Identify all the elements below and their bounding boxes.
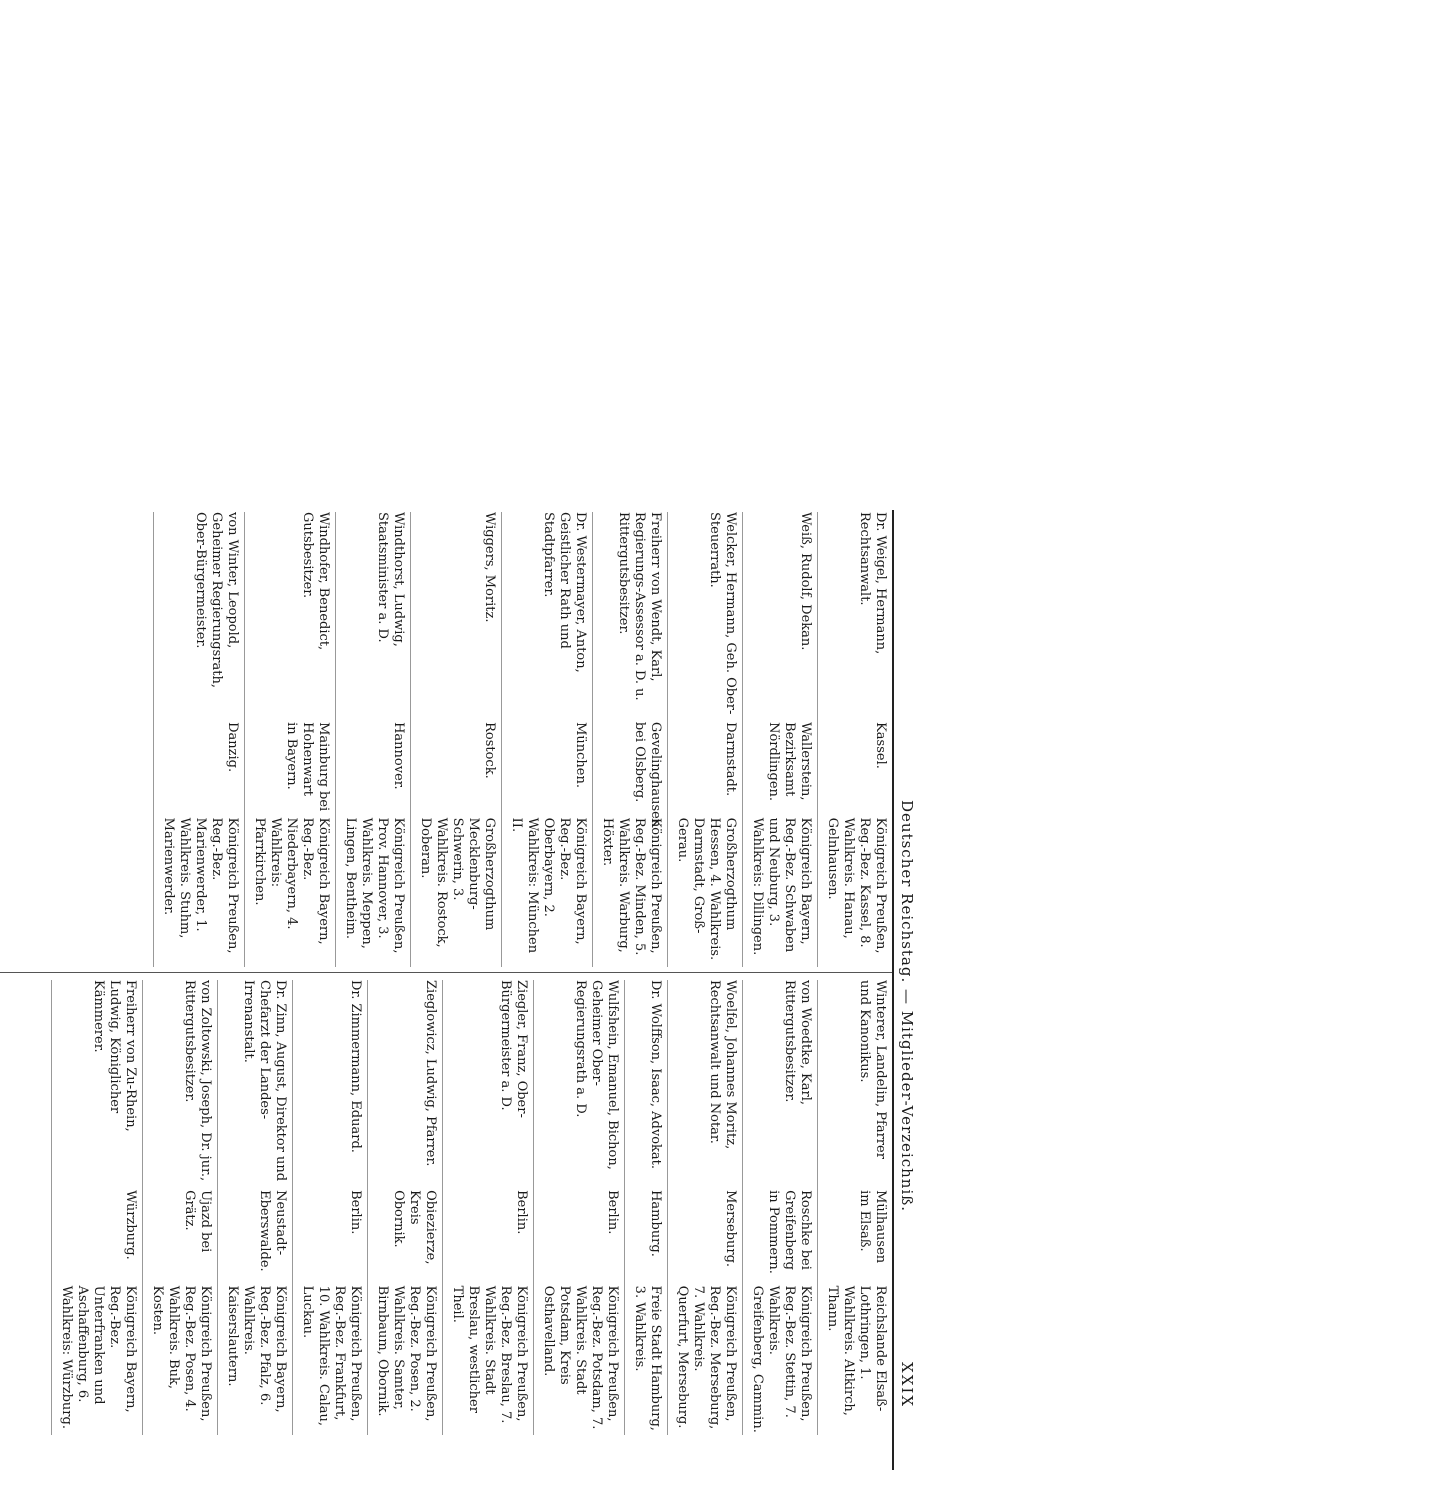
member-name: Windthorst, Ludwig, Staatsminister a. D. [375, 512, 406, 647]
member-row [667, 512, 742, 967]
member-row [667, 980, 742, 1435]
document-page [0, 500, 932, 1500]
member-district: Königreich Preußen, Prov. Hannover, 3. Wahlkreis. Meppen, Lingen, Bentheim. [343, 817, 406, 954]
member-district: Freie Stadt Hamburg, 3. Wahlkreis. [632, 1285, 663, 1431]
member-row [217, 980, 292, 1435]
member-residence: Roschke bei Greifenberg in Pommern. [766, 1190, 813, 1274]
member-row [142, 980, 217, 1435]
member-row [817, 512, 892, 967]
member-name: Freiherr von Wendt, Karl, Regierungs-Assessor a. D. u. Rittergutsbesitzer. [616, 512, 663, 701]
member-residence: Wallerstein, Bezirksamt Nördlingen. [766, 722, 813, 802]
member-district: Königreich Preußen, Reg.-Bez. Stettin, 7. Wahlkreis. Greifenberg, Cammin. [750, 1285, 813, 1433]
page-number: XXIX [898, 1362, 916, 1408]
member-row [335, 512, 410, 967]
page-title: Deutscher Reichstag. — Mitglieder-Verzeichniß. [898, 800, 916, 1213]
member-residence: Danzig. [225, 722, 240, 773]
member-district: Königreich Bayern, Reg.-Bez. Niederbayern, 4. Wahlkreis: Pfarrkirchen. [252, 817, 331, 945]
member-name: Winterer, Landelin, Pfarrer und Kanonikus. [857, 980, 888, 1159]
member-district: Großherzogthum Hessen, 4. Wahlkreis. Darmstadt, Groß-Gerau. [675, 817, 738, 961]
member-row [501, 512, 592, 967]
member-residence: Hamburg. [648, 1190, 663, 1257]
left-column [153, 512, 892, 967]
member-row [51, 980, 142, 1435]
member-district: Königreich Preußen, Reg.-Bez. Minden, 5. Wahlkreis. Warburg, Höxter. [600, 817, 663, 956]
member-district: Königreich Preußen, Reg.-Bez. Kassel, 8. Wahlkreis. Hanau, Gelnhausen. [825, 817, 888, 954]
member-residence: Berlin. [348, 1190, 363, 1235]
member-name: Wulfshein, Emanuel, Bichon, Geheimer Ober-Regierungsrath a. D. [573, 980, 620, 1170]
member-residence: Rostock. [482, 722, 497, 779]
member-name: Zieglowicz, Ludwig, Pfarrer. [423, 980, 438, 1167]
member-row [533, 980, 624, 1435]
member-name: Weiß, Rudolf, Dekan. [798, 512, 813, 651]
member-district: Königreich Preußen, Reg.-Bez. Breslau, 7. Wahlkreis. Stadt Breslau, westlicher Theil. [450, 1285, 529, 1424]
member-district: Reichslande Elsaß-Lothringen, 1. Wahlkreis. Altkirch, Thann. [825, 1285, 888, 1416]
right-column [51, 980, 892, 1435]
member-district: Königreich Bayern, Reg.-Bez. Schwaben und Neuburg, 3. Wahlkreis: Dillingen. [750, 817, 813, 956]
member-district: Königreich Preußen, Reg.-Bez. Frankfurt, 10. Wahlkreis. Calau, Luckau. [300, 1285, 363, 1426]
member-row [817, 980, 892, 1435]
member-district: Großherzogthum Mecklenburg-Schwerin, 3. Wahlkreis. Rostock, Doberan. [418, 817, 497, 948]
member-name: Dr. Wolffson, Isaac, Advokat. [648, 980, 663, 1170]
member-row [442, 980, 533, 1435]
member-district: Königreich Preußen, Reg.-Bez. Posen, 4. Wahlkreis. Buk, Kosten. [150, 1285, 213, 1422]
member-name: Welcker, Hermann, Geh. Ober-Steuerrath. [707, 512, 738, 715]
member-name: Dr. Westermayer, Anton, Geistlicher Rath und Stadtpfarrer. [541, 512, 588, 673]
member-residence: Darmstadt. [723, 722, 738, 797]
member-row [624, 980, 667, 1435]
column-divider [0, 972, 892, 973]
member-name: von Woedtke, Karl, Rittergutsbesitzer. [782, 980, 813, 1106]
member-name: Woelfel, Johannes Moritz, Rechtsanwalt und Notar. [707, 980, 738, 1150]
member-residence: Berlin. [514, 1190, 529, 1235]
member-residence: Kassel. [873, 722, 888, 769]
member-residence: Obiezierze, Kreis Obornik. [391, 1190, 438, 1265]
member-district: Königreich Preußen, Reg.-Bez. Posen, 2. Wahlkreis. Samter, Birnbaum, Obornik. [375, 1285, 438, 1422]
member-residence: Würzburg. [123, 1190, 138, 1260]
member-row [410, 512, 501, 967]
member-residence: Hannover. [391, 722, 406, 790]
member-residence: Ujazd bei Grätz. [182, 1190, 213, 1253]
member-name: Windhofer, Benedict, Gutsbesitzer. [300, 512, 331, 651]
member-district: Königreich Preußen, Reg.-Bez. Marienwerder, 1. Wahlkreis. Stuhm, Marienwerder. [161, 817, 240, 954]
member-residence: Merseburg. [723, 1190, 738, 1268]
member-name: Dr. Zimmermann, Eduard. [348, 980, 363, 1153]
member-row [244, 512, 335, 967]
member-name: von Zoltowski, Joseph, Dr. jur., Rittergutsbesitzer. [182, 980, 213, 1182]
member-row [292, 980, 367, 1435]
member-residence: Mainburg bei Hohenwart in Bayern. [284, 722, 331, 812]
member-row [742, 980, 817, 1435]
member-name: Dr. Zinn, August, Direktor und Chefarzt der Landes-Irrenanstalt. [241, 980, 288, 1182]
member-district: Königreich Preußen, Reg.-Bez. Merseburg, 7. Wahlkreis. Querfurt, Merseburg. [675, 1285, 738, 1430]
member-name: von Winter, Leopold, Geheimer Regierungsrath, Ober-Bürgermeister. [193, 512, 240, 688]
member-residence: München. [573, 722, 588, 788]
member-row [742, 512, 817, 967]
member-district: Königreich Bayern, Reg.-Bez. Unterfranken und Aschaffenburg, 6. Wahlkreis: Würzburg. [59, 1285, 138, 1429]
member-residence: Mülhausen im Elsaß. [857, 1190, 888, 1264]
member-residence: Neustadt-Eberswalde. [257, 1190, 288, 1272]
member-district: Königreich Preußen, Reg.-Bez. Potsdam, 7. Wahlkreis. Stadt Potsdam, Kreis Osthavelland. [541, 1285, 620, 1430]
member-name: Wiggers, Moritz. [482, 512, 497, 623]
member-name: Freiherr von Zu-Rhein, Ludwig, Königlicher Kämmerer. [91, 980, 138, 1132]
member-residence: Gevelinghausen bei Olsberg. [632, 721, 663, 828]
member-name: Dr. Weigel, Hermann, Rechtsanwalt. [857, 512, 888, 655]
member-row [153, 512, 244, 967]
header-rule [892, 510, 894, 1470]
member-name: Ziegler, Franz, Ober-Bürgermeister a. D. [498, 980, 529, 1118]
member-row [367, 980, 442, 1435]
member-district: Königreich Bayern, Reg.-Bez. Pfalz, 6. Wahlkreis. Kaiserslautern. [225, 1285, 288, 1413]
member-district: Königreich Bayern, Reg.-Bez. Oberbayern, 2. Wahlkreis: München II. [509, 817, 588, 954]
member-row [592, 512, 667, 967]
member-residence: Berlin. [605, 1190, 620, 1235]
